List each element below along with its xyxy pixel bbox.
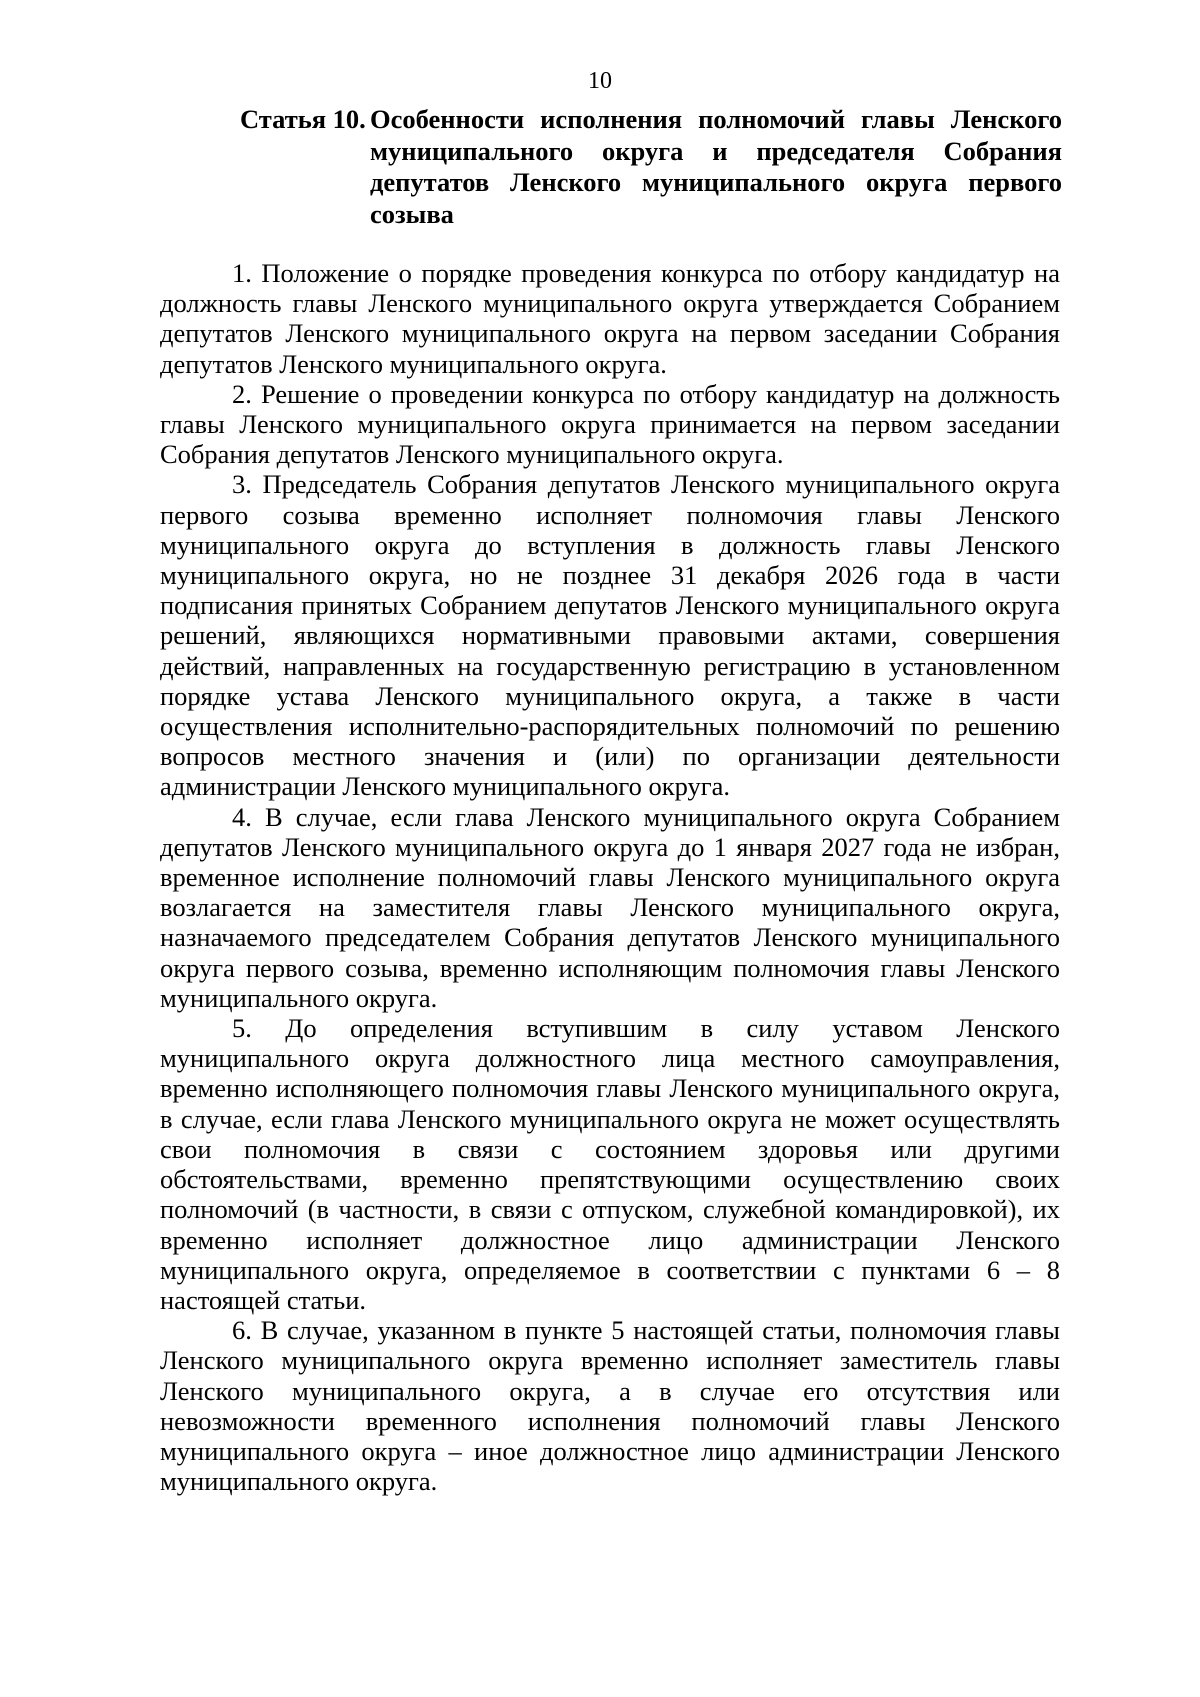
article-title: Особенности исполнения полномочий главы Ленского муниципального округа и председателя Собрания депутатов Ленского муниципального округа первого созыва [370,104,1062,229]
clause-2: 2. Решение о проведении конкурса по отбору кандидатур на должность главы Ленского муниципального округа принимается на первом заседании Собрания депутатов Ленского муниципального округа. [160,378,1060,470]
article-number: Статья 10. [240,104,366,134]
clause-5: 5. До определения вступившим в силу уставом Ленского муниципального округа должностного лица местного самоуправления, временно исполняющего полномочия главы Ленского муниципального округа, в случае, если глава Ленского муниципального округа не может осуществлять свои полномочия в связи с состоянием здоровья или другими обстоятельствами, временно препятствующими осуществлению своих полномочий (в частности, в связи с отпуском, служебной командировкой), их временно исполняет должностное лицо администрации Ленского муниципального округа, определяемое в соответствии с пунктами 6 – 8 настоящей статьи. [160,1013,1060,1315]
clause-6: 6. В случае, указанном в пункте 5 настоящей статьи, полномочия главы Ленского муниципального округа временно исполняет заместитель главы Ленского муниципального округа, а в случае его отсутствия или невозможности временного исполнения полномочий главы Ленского муниципального округа – иное должностное лицо администрации Ленского муниципального округа. [160,1315,1060,1497]
clause-1: 1. Положение о порядке проведения конкурса по отбору кандидатур на должность главы Ленского муниципального округа утверждается Собранием депутатов Ленского муниципального округа на первом заседании Собрания депутатов Ленского муниципального округа. [160,258,1060,379]
article-body [160,258,1060,1496]
clause-3: 3. Председатель Собрания депутатов Ленского муниципального округа первого созыва временно исполняет полномочия главы Ленского муниципального округа до вступления в должность главы Ленского муниципального округа, но не позднее 31 декабря 2026 года в части подписания принятых Собранием депутатов Ленского муниципального округа решений, являющихся нормативными правовыми актами, совершения действий, направленных на государственную регистрацию в установленном порядке устава Ленского муниципального округа, а также в части осуществления исполнительно-распорядительных полномочий по решению вопросов местного значения и (или) по организации деятельности администрации Ленского муниципального округа. [160,469,1060,802]
clause-4: 4. В случае, если глава Ленского муниципального округа Собранием депутатов Ленского муниципального округа до 1 января 2027 года не избран, временное исполнение полномочий главы Ленского муниципального округа возлагается на заместителя главы Ленского муниципального округа, назначаемого председателем Собрания депутатов Ленского муниципального округа первого созыва, временно исполняющим полномочия главы Ленского муниципального округа. [160,801,1060,1013]
page-number: 10 [588,68,612,94]
article-heading [240,104,1062,230]
